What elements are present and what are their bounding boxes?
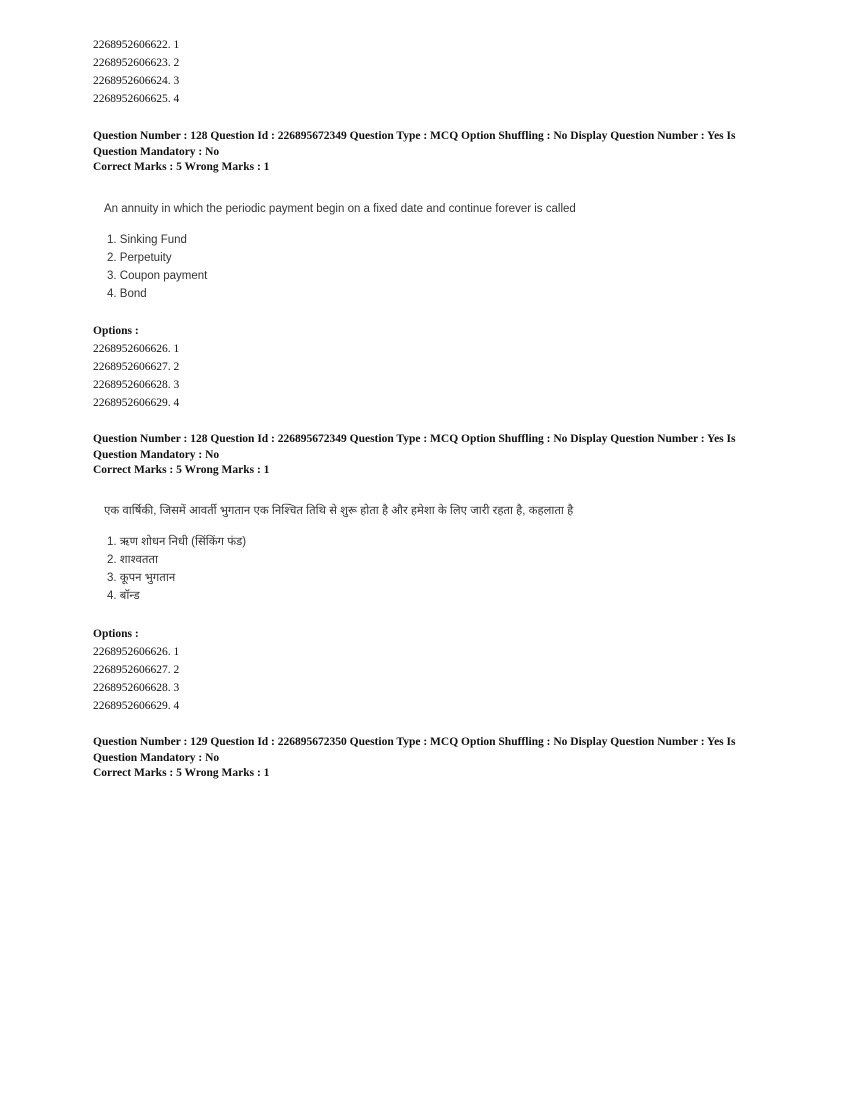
question-meta: Question Number : 128 Question Id : 226895672349 Question Type : MCQ Option Shuffling : No Display Question Number : Yes Is — [93, 433, 736, 445]
option-id: 2268952606622. 1 — [93, 39, 180, 51]
option-id: 2268952606628. 3 — [93, 682, 180, 694]
choice-item: 2. Perpetuity — [107, 252, 172, 264]
choice-item: 4. बॉन्ड — [107, 590, 140, 602]
option-id: 2268952606628. 3 — [93, 379, 180, 391]
question-text-hi: एक वार्षिकी, जिसमें आवर्ती भुगतान एक निश्चित तिथि से शुरू होता है और हमेशा के लिए जारी रहता है, कहलाता है — [104, 505, 574, 517]
option-id: 2268952606629. 4 — [93, 397, 180, 409]
choice-item: 2. शाश्वतता — [107, 554, 158, 566]
option-id: 2268952606624. 3 — [93, 75, 180, 87]
options-block-hi — [93, 625, 773, 715]
choice-item: 4. Bond — [107, 288, 147, 300]
question-header-128-hi — [93, 432, 773, 479]
option-id: 2268952606626. 1 — [93, 646, 180, 658]
question-mandatory: Question Mandatory : No — [93, 145, 220, 158]
question-mandatory: Question Mandatory : No — [93, 448, 220, 461]
option-id: 2268952606625. 4 — [93, 93, 180, 105]
options-block-en — [93, 322, 773, 412]
question-mandatory: Question Mandatory : No — [93, 751, 220, 764]
options-label: Options : — [93, 628, 139, 640]
choice-item: 1. ऋण शोधन निधी (सिंकिंग फंड) — [107, 536, 247, 548]
option-id: 2268952606627. 2 — [93, 664, 180, 676]
question-marks: Correct Marks : 5 Wrong Marks : 1 — [93, 464, 270, 476]
options-label: Options : — [93, 325, 139, 337]
question-header-128-en — [93, 129, 773, 176]
option-id: 2268952606627. 2 — [93, 361, 180, 373]
choice-item: 1. Sinking Fund — [107, 234, 187, 246]
question-meta: Question Number : 129 Question Id : 226895672350 Question Type : MCQ Option Shuffling : No Display Question Number : Yes Is — [93, 736, 736, 748]
top-options-list — [93, 36, 773, 108]
question-marks: Correct Marks : 5 Wrong Marks : 1 — [93, 767, 270, 779]
choice-item: 3. Coupon payment — [107, 270, 208, 282]
option-id: 2268952606623. 2 — [93, 57, 180, 69]
option-id: 2268952606629. 4 — [93, 700, 180, 712]
choice-item: 3. कूपन भुगतान — [107, 572, 176, 584]
question-marks: Correct Marks : 5 Wrong Marks : 1 — [93, 161, 270, 173]
question-meta: Question Number : 128 Question Id : 226895672349 Question Type : MCQ Option Shuffling : No Display Question Number : Yes Is — [93, 130, 736, 142]
question-header-129 — [93, 735, 773, 782]
option-id: 2268952606626. 1 — [93, 343, 180, 355]
question-text-en: An annuity in which the periodic payment begin on a fixed date and continue forever is called — [104, 203, 576, 215]
